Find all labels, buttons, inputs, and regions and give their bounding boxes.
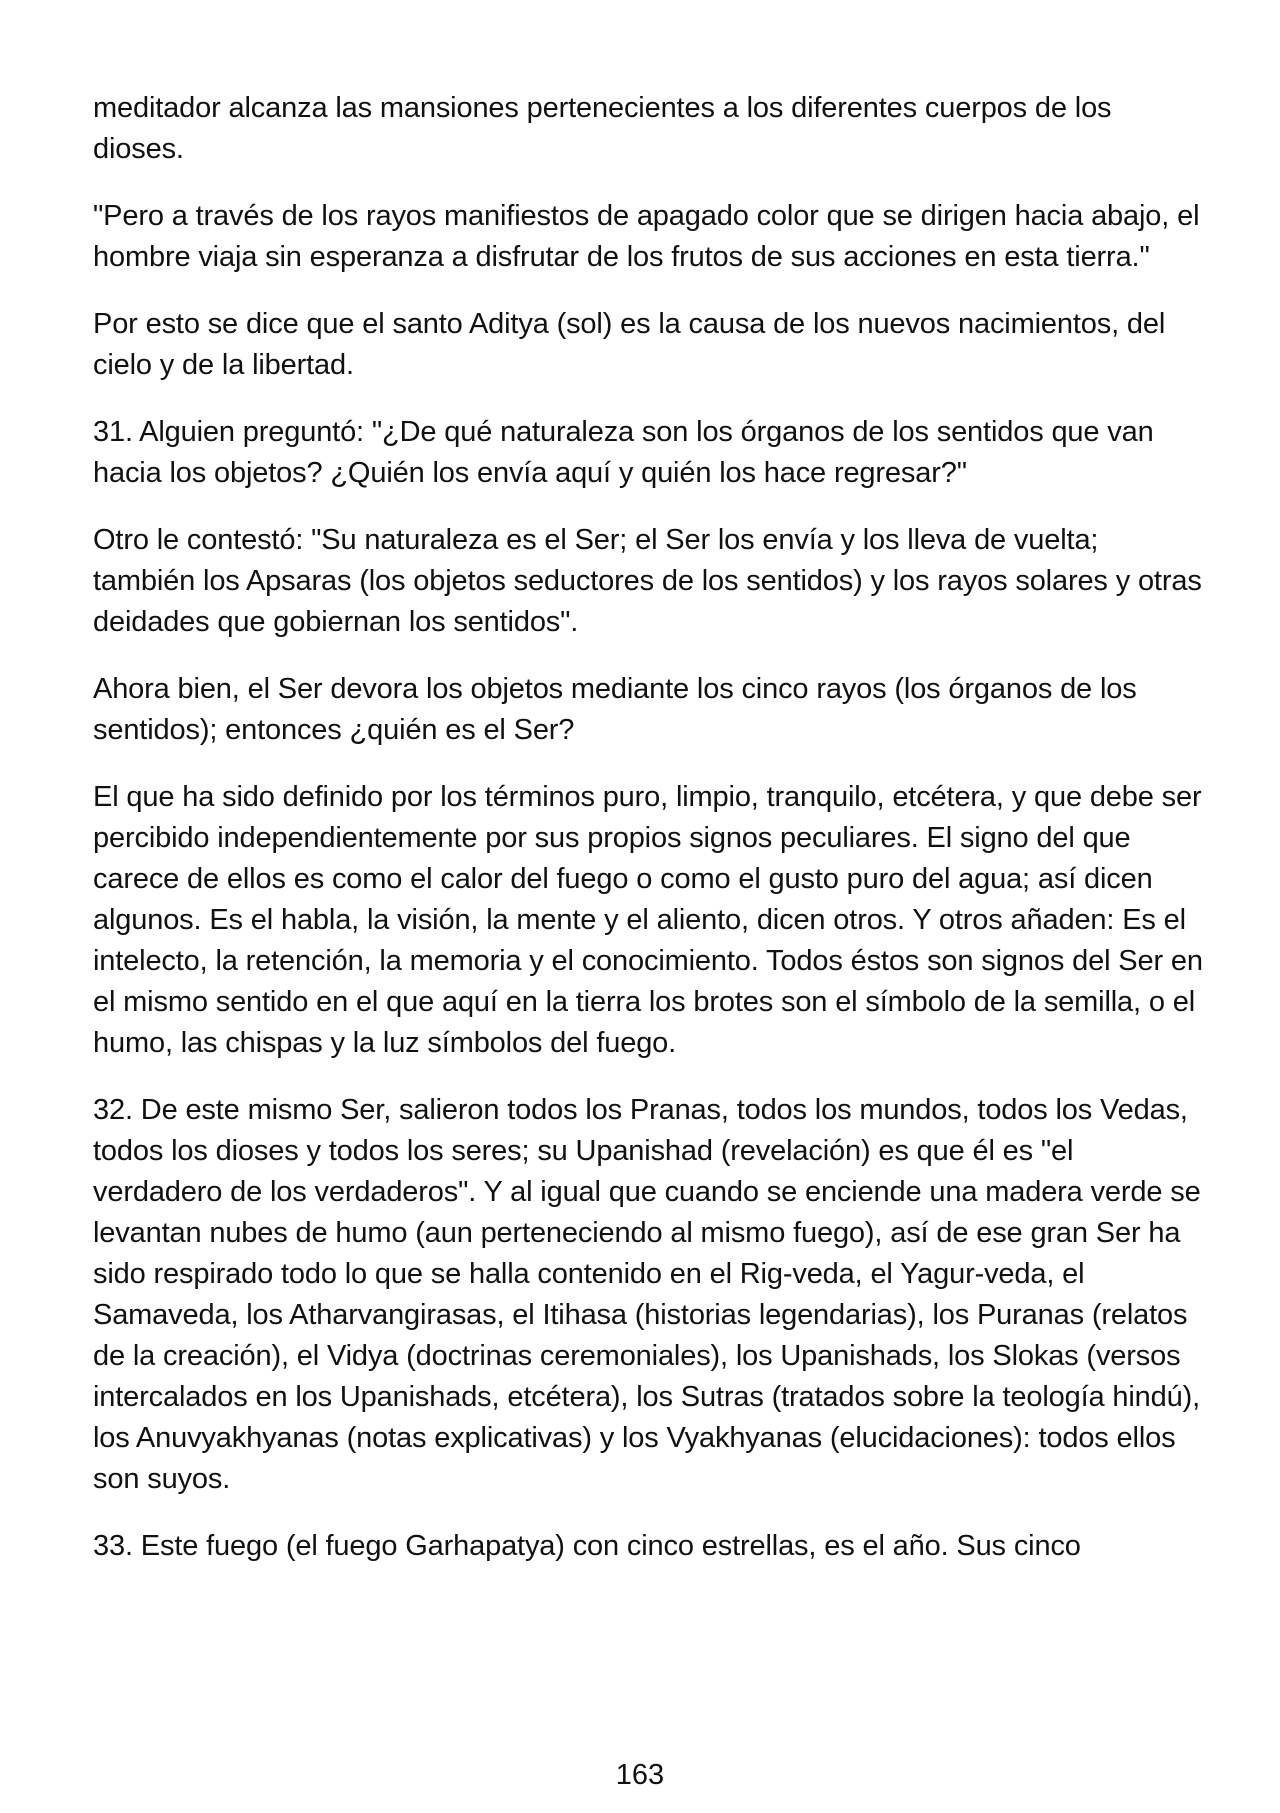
page-body [93, 88, 1203, 1593]
paragraph-5: Otro le contestó: "Su naturaleza es el Ser; el Ser los envía y los lleva de vuelta; también los Apsaras (los objetos seductores de los sentidos) y los rayos solares y otras deidades que gobiernan los sentidos". [93, 524, 1202, 638]
paragraph-8: 32. De este mismo Ser, salieron todos los Pranas, todos los mundos, todos los Vedas, todos los dioses y todos los seres; su Upanishad (revelación) es que él es "el verdadero de los verdaderos". Y al igual que cuando se enciende una madera verde se levantan nubes de humo (aun perteneciendo al mismo fuego), así de ese gran Ser ha sido respirado todo lo que se halla contenido en el Rig-veda, el Yagur-veda, el Samaveda, los Atharvangirasas, el Itihasa (historias legendarias), los Puranas (relatos de la creación), el Vidya (doctrinas ceremoniales), los Upanishads, los Slokas (versos intercalados en los Upanishads, etcétera), los Sutras (tratados sobre la teología hindú), los Anuvyakhyanas (notas explicativas) y los Vyakhyanas (elucidaciones): todos ellos son suyos. [93, 1094, 1201, 1495]
page-number: 163 [615, 1759, 665, 1791]
paragraph-3: Por esto se dice que el santo Aditya (sol) es la causa de los nuevos nacimientos, del cielo y de la libertad. [93, 308, 1166, 381]
paragraph-1: meditador alcanza las mansiones pertenecientes a los diferentes cuerpos de los dioses. [93, 92, 1112, 165]
paragraph-2: "Pero a través de los rayos manifiestos de apagado color que se dirigen hacia abajo, el hombre viaja sin esperanza a disfrutar de los frutos de sus acciones en esta tierra." [93, 200, 1200, 273]
paragraph-4: 31. Alguien preguntó: "¿De qué naturaleza son los órganos de los sentidos que van hacia los objetos? ¿Quién los envía aquí y quién los hace regresar?" [93, 416, 1154, 489]
paragraph-6: Ahora bien, el Ser devora los objetos mediante los cinco rayos (los órganos de los sentidos); entonces ¿quién es el Ser? [93, 673, 1137, 746]
paragraph-7: El que ha sido definido por los términos puro, limpio, tranquilo, etcétera, y que debe ser percibido independientemente por sus propios signos peculiares. El signo del que carece de ellos es como el calor del fuego o como el gusto puro del agua; así dicen algunos. Es el habla, la visión, la mente y el aliento, dicen otros. Y otros añaden: Es el intelecto, la retención, la memoria y el conocimiento. Todos éstos son signos del Ser en el mismo sentido en el que aquí en la tierra los brotes son el símbolo de la semilla, o el humo, las chispas y la luz símbolos del fuego. [93, 781, 1203, 1059]
paragraph-9: 33. Este fuego (el fuego Garhapatya) con cinco estrellas, es el año. Sus cinco [93, 1530, 1081, 1562]
